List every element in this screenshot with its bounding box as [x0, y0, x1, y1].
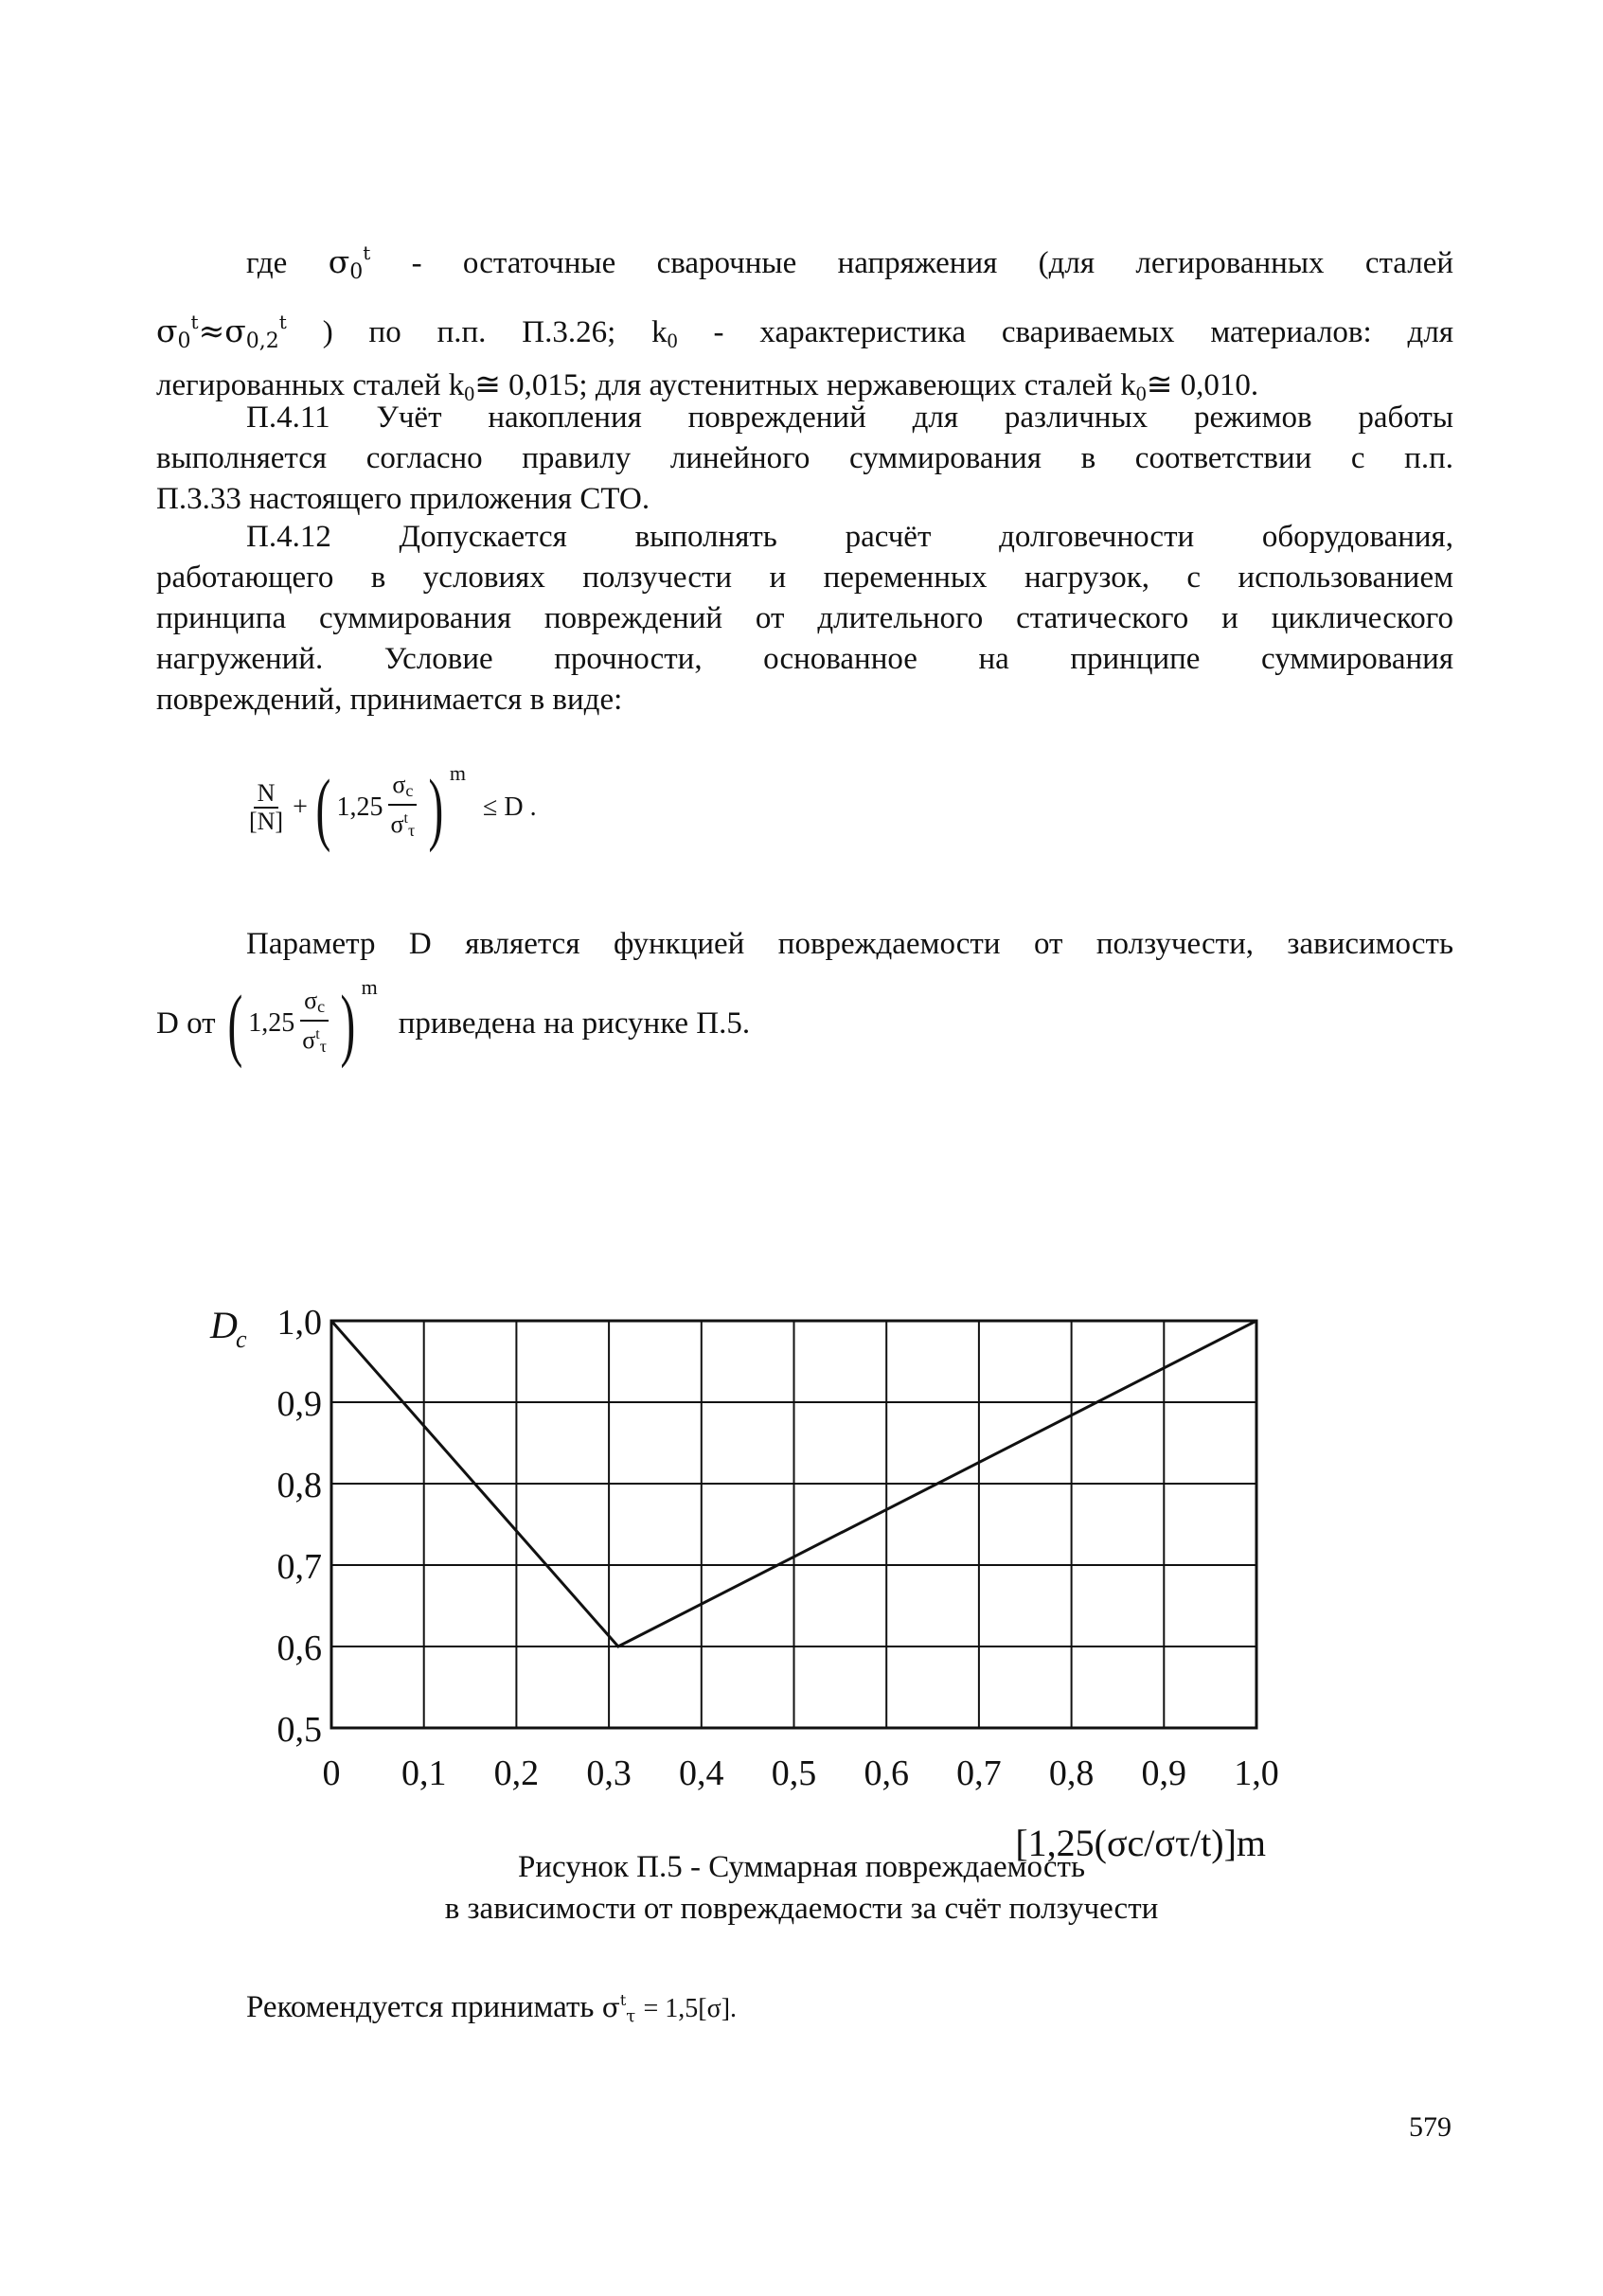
- damage-chart: [0, 1278, 1603, 1865]
- y-axis-label-subscript: c: [236, 1326, 247, 1353]
- x-tick-label: 0,8: [1048, 1753, 1095, 1793]
- text-line: П.4.12 Допускается выполнять расчёт долговечности оборудования,: [246, 520, 1453, 554]
- subscript: τ: [408, 821, 416, 840]
- superscript: t: [363, 241, 371, 264]
- text-line: выполняется согласно правилу линейного суммирования в соответствии с п.п.: [156, 441, 1453, 475]
- y-tick-label: 0,6: [276, 1629, 322, 1668]
- text-fragment: σ: [390, 810, 404, 838]
- text-fragment: ≅ 0,015; для аустенитных нержавеющих сталей: [474, 368, 1113, 402]
- subscript: c: [405, 781, 414, 800]
- caption-line: в зависимости от повреждаемости за счёт ползучести: [444, 1892, 1159, 1926]
- text-line: [156, 301, 1453, 363]
- sigma-ratio-fraction: [298, 988, 330, 1059]
- text-line: нагружений. Условие прочности, основанное на принципе суммирования: [156, 642, 1453, 676]
- subscript: 0,2: [245, 329, 279, 353]
- right-paren: ): [428, 762, 444, 853]
- fraction-denominator: [N]: [249, 808, 284, 835]
- superscript: t: [403, 810, 408, 827]
- coefficient: 1,25: [336, 792, 383, 822]
- sigma-symbol: [156, 311, 287, 353]
- x-tick-label: 0,3: [586, 1753, 632, 1793]
- text-fragment: σ: [304, 987, 318, 1014]
- text-line: Параметр D является функцией повреждаемости от ползучести, зависимость: [246, 927, 1453, 961]
- relation: ≤ D .: [483, 792, 537, 822]
- x-tick-label: 0,5: [771, 1753, 817, 1793]
- fraction-numerator: [300, 988, 329, 1022]
- subscript: c: [317, 997, 326, 1016]
- text-fragment: - характеристика свариваемых материалов: для: [713, 315, 1453, 349]
- fraction-numerator: [388, 772, 417, 806]
- left-paren: (: [227, 978, 242, 1069]
- chart-grid: [331, 1321, 1256, 1728]
- figure-caption: [0, 1846, 1603, 1930]
- x-tick-label: 0,7: [956, 1753, 1002, 1793]
- text-line: работающего в условиях ползучести и переменных нагрузок, с использованием: [156, 561, 1453, 595]
- subscript: 0: [349, 260, 364, 284]
- exponent: m: [449, 761, 466, 785]
- sigma-symbol: [328, 241, 371, 284]
- x-tick-label: 1,0: [1234, 1753, 1279, 1793]
- text-line: [156, 232, 1453, 294]
- y-tick-label: 0,8: [276, 1466, 322, 1505]
- text-line: повреждений, принимается в виде:: [156, 683, 623, 717]
- text-line: принципа суммирования повреждений от длительного статического и циклического: [156, 601, 1453, 635]
- paragraph-p4-11: [156, 398, 1453, 520]
- fraction-denominator: [298, 1022, 330, 1059]
- x-tick-label: 0,2: [493, 1753, 540, 1793]
- subscript: 0: [667, 329, 678, 352]
- text-line: П.3.33 настоящего приложения СТО.: [156, 482, 650, 516]
- text-fragment: - остаточные сварочные напряжения (для легированных сталей: [411, 246, 1454, 280]
- subscript: 0: [177, 329, 191, 353]
- paragraph-parameter-d: [156, 923, 1453, 966]
- text-fragment: σ: [392, 771, 406, 798]
- paragraph-recommendation: [156, 1979, 1453, 2038]
- subscript: τ: [319, 1037, 327, 1056]
- subscript: τ: [626, 2006, 636, 2026]
- text-line: П.4.11 Учёт накопления повреждений для различных режимов работы: [246, 400, 1453, 435]
- x-tick-label: 0: [322, 1753, 341, 1793]
- y-tick-label: 0,9: [276, 1384, 322, 1424]
- x-axis-label: [1,25(σc/στ/t)]m: [1015, 1822, 1266, 1864]
- text-fragment: Рекомендуется принимать: [246, 1990, 595, 2024]
- subscript: 0: [1135, 382, 1147, 405]
- x-tick-label: 0,1: [401, 1753, 447, 1793]
- text-fragment: k: [651, 315, 668, 349]
- fraction-numerator: N: [254, 780, 279, 809]
- text-fragment: где: [246, 246, 288, 280]
- x-tick-label: 0,6: [864, 1753, 909, 1793]
- text-fragment: ≈σ: [198, 312, 246, 349]
- text-fragment: D от: [156, 1006, 216, 1041]
- left-paren: (: [315, 762, 331, 853]
- superscript: t: [315, 1026, 320, 1042]
- text-fragment: ) по п.п. П.3.26;: [322, 315, 616, 349]
- text-fragment: σ: [156, 312, 178, 349]
- n-ratio-fraction: [245, 780, 287, 835]
- page-number: 579: [1409, 2111, 1452, 2143]
- sigma-ratio-fraction: [387, 772, 419, 844]
- y-tick-label: 0,5: [276, 1710, 322, 1750]
- superscript: t: [619, 1991, 627, 2009]
- text-fragment: = 1,5[σ].: [643, 1994, 738, 2023]
- fraction-denominator: [387, 806, 419, 844]
- text-fragment: σ: [302, 1026, 316, 1054]
- paragraph-residual-stress: [156, 232, 1453, 415]
- x-tick-label: 0,4: [679, 1753, 724, 1793]
- strength-condition-formula: [241, 761, 537, 853]
- text-fragment: ≅ 0,010.: [1146, 368, 1259, 402]
- k-symbol: [651, 315, 678, 352]
- subscript: 0: [464, 382, 475, 405]
- right-paren: ): [340, 978, 356, 1069]
- superscript: t: [278, 311, 287, 333]
- sigma-symbol: [601, 1991, 636, 2026]
- parameter-d-line: [156, 975, 751, 1069]
- paragraph-p4-12: [156, 517, 1453, 721]
- text-fragment: σ: [601, 1992, 620, 2023]
- text-fragment: k: [1120, 368, 1136, 402]
- superscript: t: [190, 311, 199, 333]
- coefficient: 1,25: [248, 1008, 295, 1038]
- exponent: m: [361, 975, 378, 999]
- plus-sign: +: [293, 792, 308, 822]
- text-fragment: σ: [328, 243, 350, 280]
- y-tick-label: 0,7: [276, 1547, 322, 1587]
- x-tick-label: 0,9: [1141, 1753, 1187, 1793]
- text-fragment: приведена на рисунке П.5.: [398, 1006, 751, 1041]
- caption-line: Рисунок П.5 - Суммарная повреждаемость: [517, 1850, 1085, 1884]
- y-tick-label: 1,0: [276, 1303, 322, 1343]
- text-fragment: k: [448, 368, 465, 402]
- text-fragment: легированных сталей: [156, 368, 441, 402]
- y-axis-label: D: [210, 1304, 238, 1346]
